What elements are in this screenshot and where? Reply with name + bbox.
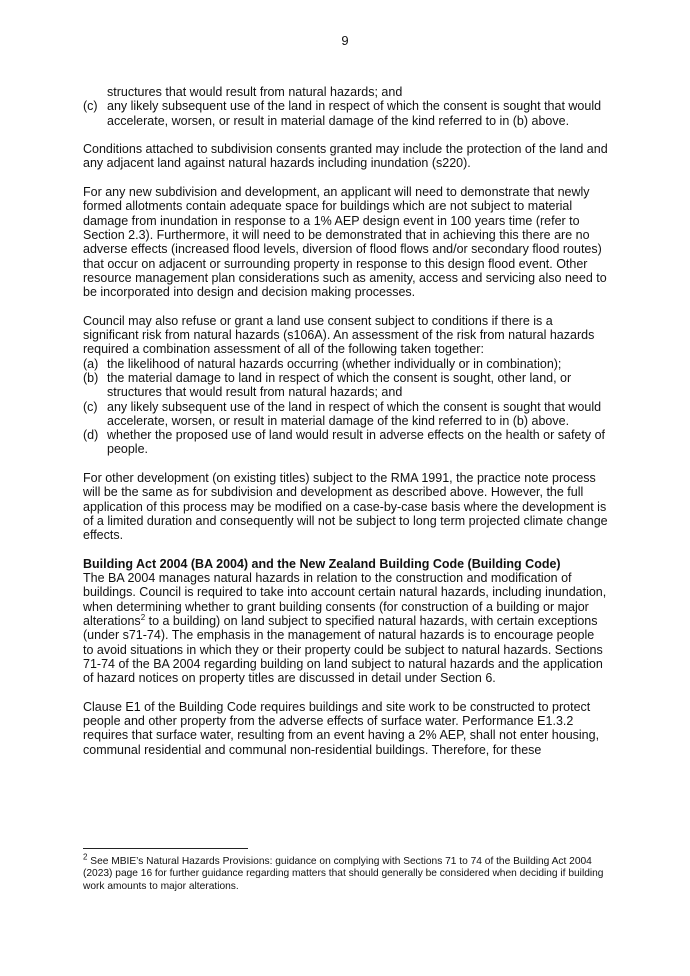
paragraph-other-development: For other development (on existing titles) subject to the RMA 1991, the practice note process will be the same as for subdivision and development as described above. However, the full application of this process may be modified on a case-by-case basis where the development is of a limited duration and consequently will not be subject to long term projected climate change effects. bbox=[83, 471, 608, 543]
list-item-label: (c) bbox=[83, 99, 98, 114]
list-item-label: (b) bbox=[83, 370, 99, 385]
list-item bbox=[83, 400, 608, 429]
list-item bbox=[83, 357, 608, 371]
footnote-reference[interactable]: 2 bbox=[140, 612, 146, 622]
list-item bbox=[83, 371, 608, 400]
paragraph-building-act-part-1: The BA 2004 manages natural hazards in relation to the construction and modification of buildings. Council is required to take into account certain natural hazards, including inundation, when determining whether to grant building consents (for construction of a building or major alterations bbox=[83, 571, 607, 628]
footnote-marker: 2 bbox=[83, 852, 88, 862]
list-item-text: any likely subsequent use of the land in respect of which the consent is sought that would accelerate, worsen, or result in material damage of the kind referred to in (b) above. bbox=[107, 99, 602, 128]
page-number: 9 bbox=[341, 33, 349, 48]
list-item-text: any likely subsequent use of the land in respect of which the consent is sought that would accelerate, worsen, or result in material damage of the kind referred to in (b) above. bbox=[107, 399, 602, 428]
footnote-divider bbox=[83, 848, 248, 849]
paragraph-new-subdivision: For any new subdivision and development, an applicant will need to demonstrate that newly formed allotments contain adequate space for buildings which are not subject to material damage from inundation in response to a 1% AEP design event in 100 years time (refer to Section 2.3). Furthermore, it will need to be demonstrated that in achieving this there are no adverse effects (increased flood levels, diversion of flood flows and/or secondary flood routes) that occur on adjacent or surrounding property in response to this design flood event. Other resource management plan considerations such as amenity, access and servicing also need to be incorporated into design and decision making processes. bbox=[83, 185, 607, 300]
paragraph-refuse-consent: Council may also refuse or grant a land use consent subject to conditions if there is a significant risk from natural hazards (s106A). An assessment of the risk from natural hazards required a combination assessment of all of the following taken together: bbox=[83, 313, 595, 357]
footnote-text: See MBIE’s Natural Hazards Provisions: guidance on complying with Sections 71 to 74 of the Building Act 2004 (2023) page 16 for further guidance regarding matters that should generally be considered when deciding if building work amounts to major alterations. bbox=[83, 856, 604, 892]
paragraph-conditions: Conditions attached to subdivision consents granted may include the protection of the land and any adjacent land against natural hazards including inundation (s220). bbox=[83, 142, 608, 171]
list-item-text: the material damage to land in respect of which the consent is sought, other land, or structures that would result from natural hazards; and bbox=[107, 370, 572, 400]
list-item-b-continuation: structures that would result from natural hazards; and bbox=[107, 85, 403, 99]
list-item-label: (a) bbox=[83, 356, 99, 371]
footnote bbox=[83, 852, 608, 893]
risk-assessment-list bbox=[83, 357, 608, 457]
list-item-text: the likelihood of natural hazards occurring (whether individually or in combination); bbox=[107, 356, 562, 371]
list-item-label: (c) bbox=[83, 399, 98, 414]
paragraph-clause-e1: Clause E1 of the Building Code requires buildings and site work to be constructed to protect people and other property from the adverse effects of surface water. Performance E1.3.2 requires that surface water, resulting from an event having a 2% AEP, shall not enter housing, communal residential and communal non-residential buildings. Therefore, for these bbox=[83, 699, 600, 757]
list-item bbox=[83, 99, 608, 128]
list-item-text: whether the proposed use of land would result in adverse effects on the health or safety of people. bbox=[107, 428, 605, 457]
list-item-label: (d) bbox=[83, 428, 99, 443]
paragraph-building-act bbox=[83, 571, 608, 685]
section-heading-building-act: Building Act 2004 (BA 2004) and the New Zealand Building Code (Building Code) bbox=[83, 556, 561, 571]
list-item bbox=[83, 428, 608, 457]
paragraph-building-act-part-2: to a building) on land subject to specified natural hazards, with certain exceptions (under s71-74). The emphasis in the management of natural hazards is to encourage people to avoid situations in which they or their property could be subject to natural hazards. Sections 71-74 of the BA 2004 regarding building on land subject to natural hazards and the application of hazard notices on property titles are discussed in detail under Section 6. bbox=[83, 613, 603, 686]
page-body bbox=[83, 85, 608, 757]
